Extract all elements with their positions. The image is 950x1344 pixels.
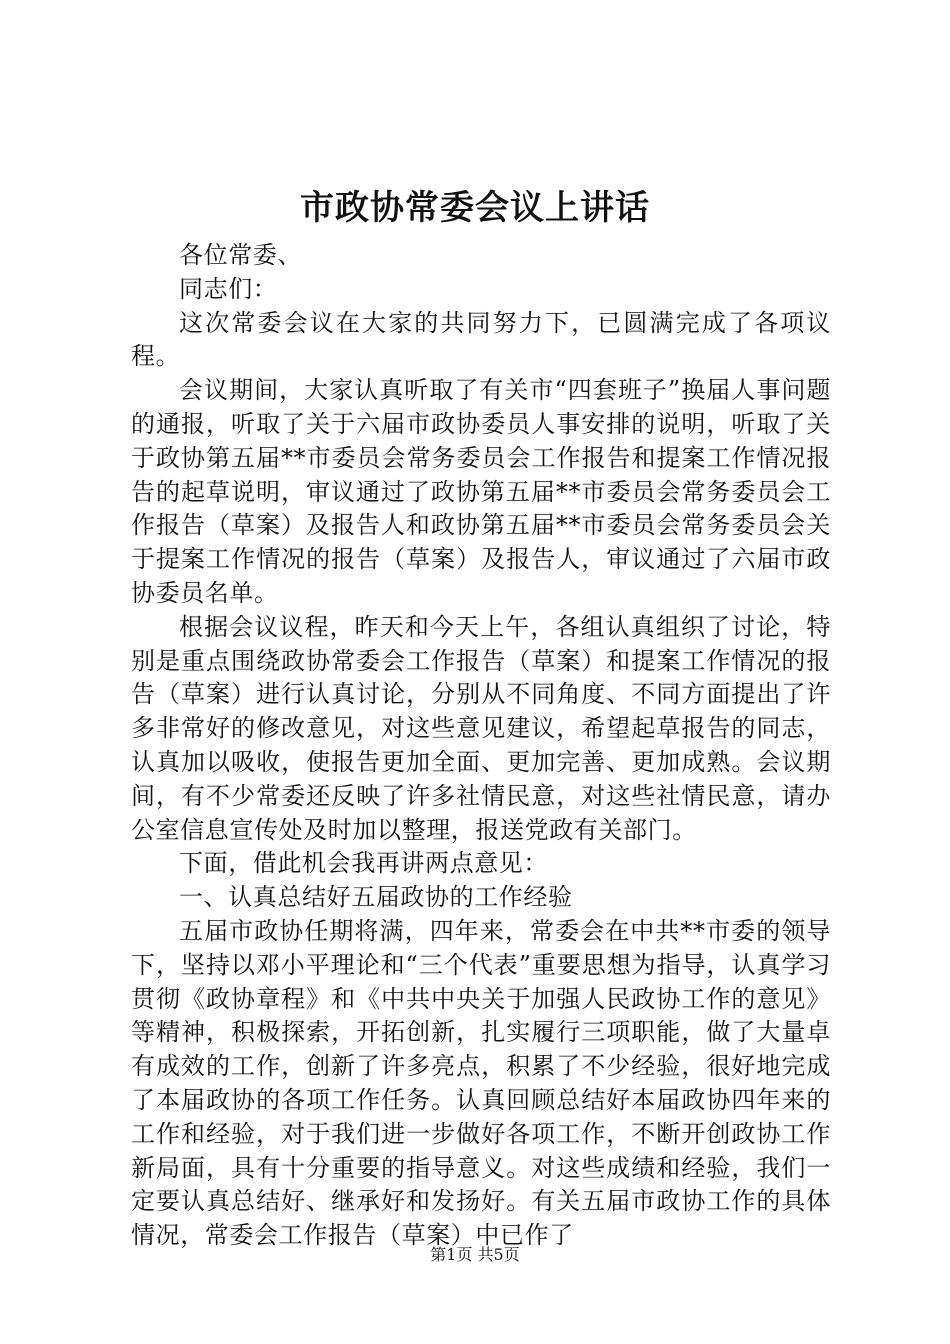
salutation-line-1: 各位常委、: [179, 241, 302, 269]
salutation-line-2: 同志们：: [179, 274, 278, 303]
section-heading-1: 一、认真总结好五届政协的工作经验: [179, 883, 573, 912]
document-title: 市政协常委会议上讲话: [300, 188, 650, 228]
page-number-footer: 第1页 共5页: [430, 1245, 520, 1264]
paragraph-meeting-agenda: 会议期间，大家认真听取了有关市“四套班子”换届人事问题的通报，听取了关于六届市政协委员人事安排的说明，听取了关于政协第五届**市委员会常务委员会工作报告和提案工作情况报告的起草说明，审议通过了政协第五届**市委员会常务委员会工作报告（草案）及报告人和政协第五届**市委员会常务委员会关于提案工作情况的报告（草案）及报告人，审议通过了六届市政协委员名单。: [131, 376, 831, 607]
paragraph-discussion: 根据会议议程，昨天和今天上午，各组认真组织了讨论，特别是重点围绕政协常委会工作报告（草案）和提案工作情况的报告（草案）进行认真讨论，分别从不同角度、不同方面提出了许多非常好的修改意见，对这些意见建议，希望起草报告的同志，认真加以吸收，使报告更加全面、更加完善、更加成熟。会议期间，有不少常委还反映了许多社情民意，对这些社情民意，请办公室信息宣传处及时加以整理，报送党政有关部门。: [131, 612, 831, 844]
paragraph-transition: 下面，借此机会我再讲两点意见：: [179, 849, 548, 878]
paragraph-opening: 这次常委会议在大家的共同努力下，已圆满完成了各项议程。: [131, 308, 831, 371]
paragraph-summary: 五届市政协任期将满，四年来，常委会在中共**市委的领导下，坚持以邓小平理论和“三个代表”重要思想为指导，认真学习贯彻《政协章程》和《中共中央关于加强人民政协工作的意见》等精神，积极探索，开拓创新，扎实履行三项职能，做了大量卓有成效的工作，创新了许多亮点，积累了不少经验，很好地完成了本届政协的各项工作任务。认真回顾总结好本届政协四年来的工作和经验，对于我们进一步做好各项工作，不断开创政协工作新局面，具有十分重要的指导意义。对这些成绩和经验，我们一定要认真总结好、继承好和发扬好。有关五届市政协工作的具体情况，常委会工作报告（草案）中已作了: [131, 916, 831, 1250]
document-body: [131, 239, 831, 1253]
